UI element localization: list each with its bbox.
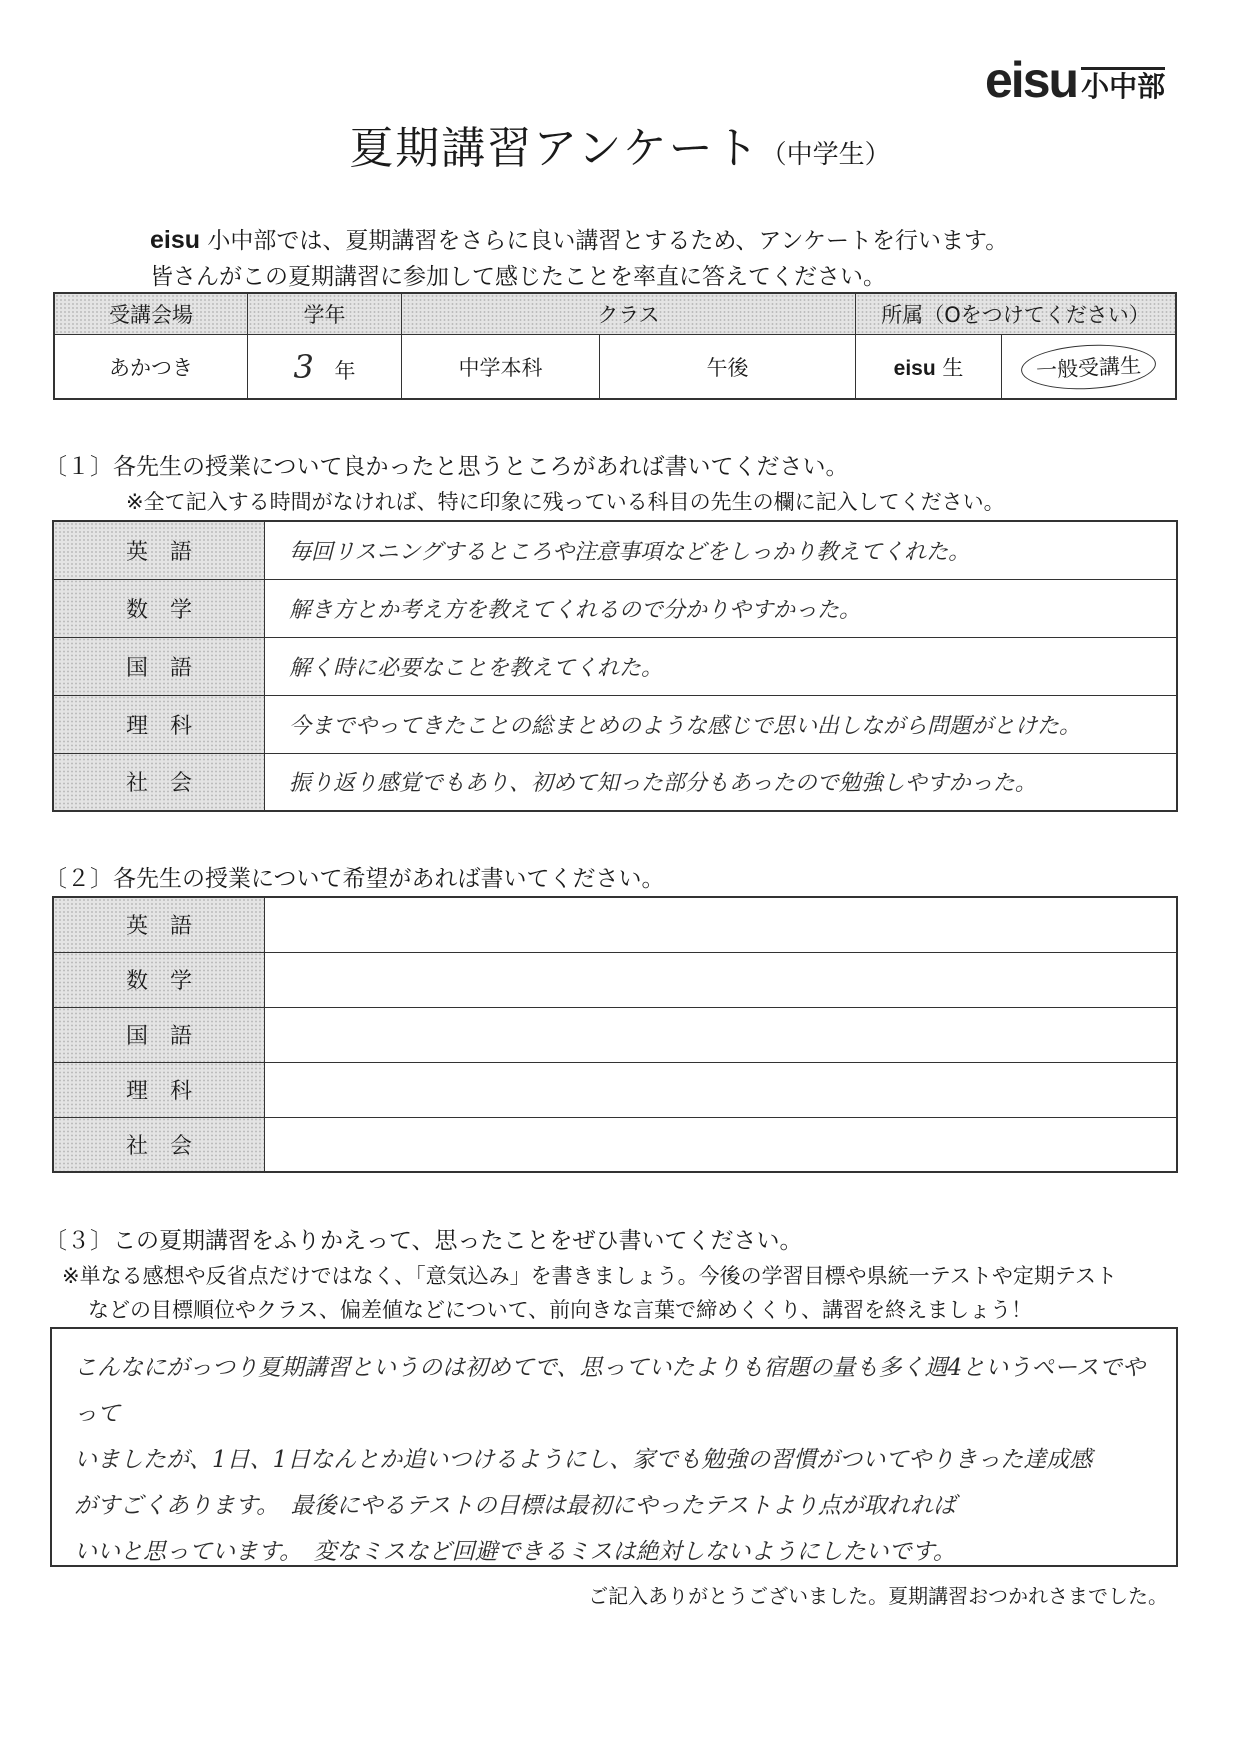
grade-cell[interactable] (248, 335, 402, 400)
section2-subject-science: 理科 (53, 1062, 265, 1117)
section2-heading: 〔２〕各先生の授業について希望があれば書いてください。 (44, 866, 665, 892)
section2-row-social (53, 1117, 1177, 1172)
section1-subject-japanese: 国語 (53, 637, 265, 695)
intro-text-1: 小中部では、夏期講習をさらに良い講習とするため、アンケートを行います。 (200, 228, 1009, 254)
section2-row-math (53, 952, 1177, 1007)
info-table (53, 292, 1177, 400)
page-title (0, 112, 1240, 176)
intro-line-1 (150, 222, 1008, 255)
section2-subject-japanese: 国語 (53, 1007, 265, 1062)
section2-answer-math[interactable] (265, 952, 1178, 1007)
section1-answer-social[interactable]: 振り返り感覚でもあり、初めて知った部分もあったので勉強しやすかった。 (265, 753, 1178, 811)
title-sub: （中学生） (760, 140, 891, 170)
section3-answer-line-2: いましたが、1日、1日なんとか追いつけるようにし、家でも勉強の習慣がついてやりきった達成感 (74, 1447, 1093, 1473)
header-grade: 学年 (248, 293, 402, 335)
affiliation-eisu-suffix: 生 (935, 355, 964, 380)
section3-note-2: などの目標順位やクラス、偏差値などについて、前向きな言葉で締めくくり、講習を終えましょう！ (88, 1298, 1033, 1322)
header-class: クラス (402, 293, 856, 335)
class-time[interactable]: 午後 (600, 335, 856, 400)
section2-table (52, 896, 1178, 1173)
intro-line-2: 皆さんがこの夏期講習に参加して感じたことを率直に答えてください。 (150, 264, 886, 290)
section3-answer-line-1: こんなにがっつり夏期講習というのは初めてで、思っていたよりも宿題の量も多く週4というペースでやって (74, 1355, 1146, 1427)
section1-answer-math[interactable]: 解き方とか考え方を教えてくれるので分かりやすかった。 (265, 579, 1178, 637)
section1-subject-english: 英語 (53, 521, 265, 579)
section2-answer-science[interactable] (265, 1062, 1178, 1117)
section3-answer-line-3: がすごくあります。 最後にやるテストの目標は最初にやったテストより点が取れれば (74, 1493, 956, 1519)
section1-answer-japanese[interactable]: 解く時に必要なことを教えてくれた。 (265, 637, 1178, 695)
section3-answer-box[interactable] (50, 1327, 1178, 1567)
section1-subject-social: 社会 (53, 753, 265, 811)
section1-heading: 〔１〕各先生の授業について良かったと思うところがあれば書いてください。 (44, 454, 849, 480)
section2-row-science (53, 1062, 1177, 1117)
affiliation-eisu-brand: eisu (893, 356, 936, 380)
affiliation-general-cell[interactable] (1002, 335, 1177, 400)
section2-subject-social: 社会 (53, 1117, 265, 1172)
closing-message: ご記入ありがとうございました。夏期講習おつかれさまでした。 (588, 1584, 1168, 1608)
section1-row-japanese (53, 637, 1177, 695)
section1-row-social (53, 753, 1177, 811)
grade-value: 3 (293, 347, 314, 386)
intro-brand: eisu (150, 226, 201, 254)
section3-heading: 〔３〕この夏期講習をふりかえって、思ったことをぜひ書いてください。 (44, 1228, 803, 1254)
section2-answer-japanese[interactable] (265, 1007, 1178, 1062)
class-course[interactable]: 中学本科 (402, 335, 600, 400)
section3-answer-line-4: いいと思っています。 変なミスなど回避できるミスは絶対しないようにしたいです。 (74, 1539, 956, 1565)
section2-subject-math: 数学 (53, 952, 265, 1007)
section2-row-japanese (53, 1007, 1177, 1062)
section3-note-1: ※単なる感想や反省点だけではなく、「意気込み」を書きましょう。今後の学習目標や県統一テストや定期テスト (62, 1264, 1117, 1288)
section1-subject-science: 理科 (53, 695, 265, 753)
header-affiliation: 所属（Oをつけてください） (856, 293, 1177, 335)
eisu-logo (985, 52, 1166, 108)
section2-answer-english[interactable] (265, 897, 1178, 952)
affiliation-eisu[interactable] (856, 335, 1002, 400)
section2-answer-social[interactable] (265, 1117, 1178, 1172)
section1-table (52, 520, 1178, 812)
section2-subject-english: 英語 (53, 897, 265, 952)
logo-word: eisu (985, 52, 1078, 108)
section1-row-science (53, 695, 1177, 753)
section1-row-math (53, 579, 1177, 637)
logo-sub: 小中部 (1081, 67, 1165, 102)
section1-subject-math: 数学 (53, 579, 265, 637)
affiliation-general: 一般受講生 (1020, 341, 1157, 392)
section1-answer-english[interactable]: 毎回リスニングするところや注意事項などをしっかり教えてくれた。 (265, 521, 1178, 579)
header-venue: 受講会場 (54, 293, 248, 335)
grade-unit: 年 (334, 358, 356, 383)
title-main: 夏期講習アンケート (349, 123, 761, 174)
section2-row-english (53, 897, 1177, 952)
section1-answer-science[interactable]: 今までやってきたことの総まとめのような感じで思い出しながら問題がとけた。 (265, 695, 1178, 753)
section1-note: ※全て記入する時間がなければ、特に印象に残っている科目の先生の欄に記入してください。 (126, 490, 1005, 514)
section1-row-english (53, 521, 1177, 579)
venue-value[interactable]: あかつき (54, 335, 248, 400)
